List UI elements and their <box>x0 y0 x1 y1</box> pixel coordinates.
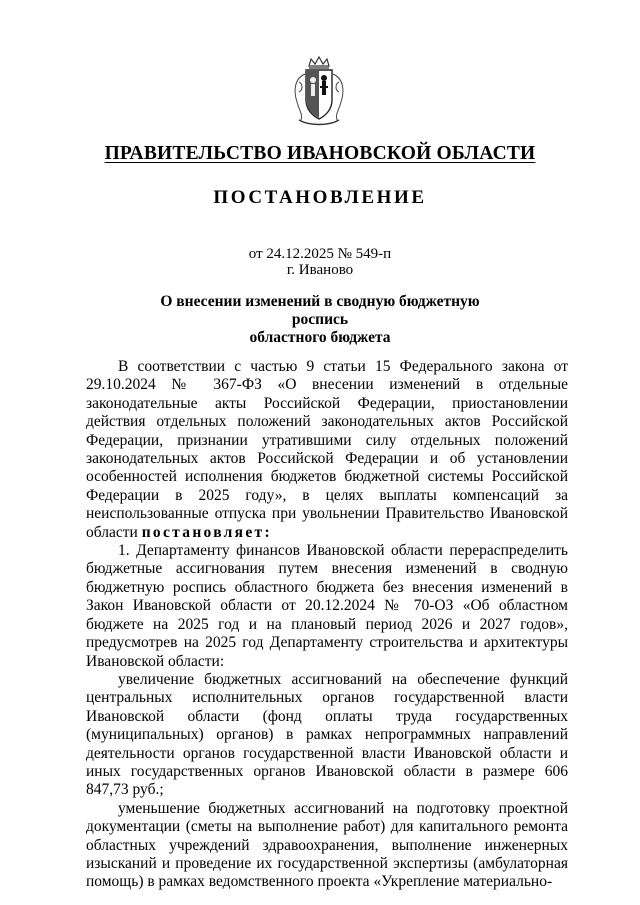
document-body <box>86 358 568 892</box>
document-meta <box>0 246 640 278</box>
item-1-paragraph: 1. Департаменту финансов Ивановской области перераспределить бюджетные ассигнования путем внесения изменений в сводную бюджетную роспись областного бюджета без внесения изменений в Закон Ивановской области от 20.12.2024 № 70-ОЗ «Об областном бюджете на 2025 год и на плановый период 2026 и 2027 годов», предусмотрев на 2025 год Департаменту строительства и архитектуры Ивановской области: <box>86 542 568 670</box>
document-type-title: ПОСТАНОВЛЕНИЕ <box>213 187 427 208</box>
coat-of-arms-emblem <box>289 56 349 128</box>
decrease-paragraph: уменьшение бюджетных ассигнований на подготовку проектной документации (сметы на выполнение работ) для капитального ремонта областных учреждений здравоохранения, выполнение инженерных изысканий и проведение их государственной экспертизы (амбулаторная помощь) в рамках ведомственного проекта «Укрепление материально- <box>86 799 568 891</box>
document-subject <box>150 293 490 347</box>
resolves-word: постановляет <box>141 523 265 541</box>
resolves-punct: : <box>264 523 270 541</box>
increase-paragraph: увеличение бюджетных ассигнований на обеспечение функций центральных исполнительных органов государственной власти Ивановской области (фонд оплаты труда государственных (муниципальных) органов) в рамках непрограммных направлений деятельности органов государственной власти Ивановской области и иных государственных органов Ивановской области в размере 606 847,73 руб.; <box>86 670 568 799</box>
document-date-number: от 24.12.2025 № 549-п <box>248 246 392 262</box>
document-subject-line1: О внесении изменений в сводную бюджетную роспись <box>160 293 480 328</box>
preamble-text: В соответствии с частью 9 статьи 15 Федерального закона от 29.10.2024 № 367-ФЗ «О внесении изменений в отдельные законодательные акты Российской Федерации, приостановлении действия отдельных положений законодательных актов Российской Федерации, признании утратившими силу отдельных положений законодательных актов Российской Федерации и об установлении особенностей исполнения бюджетов бюджетной системы Российской Федерации в 2025 году», в целях выплаты компенсаций за неиспользованные отпуска при увольнении Правительство Ивановской области <box>86 358 568 541</box>
preamble-paragraph <box>86 358 568 542</box>
issuing-authority-title: ПРАВИТЕЛЬСТВО ИВАНОВСКОЙ ОБЛАСТИ <box>104 143 536 164</box>
document-city: г. Иваново <box>286 262 354 278</box>
document-subject-line2: областного бюджета <box>249 329 391 346</box>
